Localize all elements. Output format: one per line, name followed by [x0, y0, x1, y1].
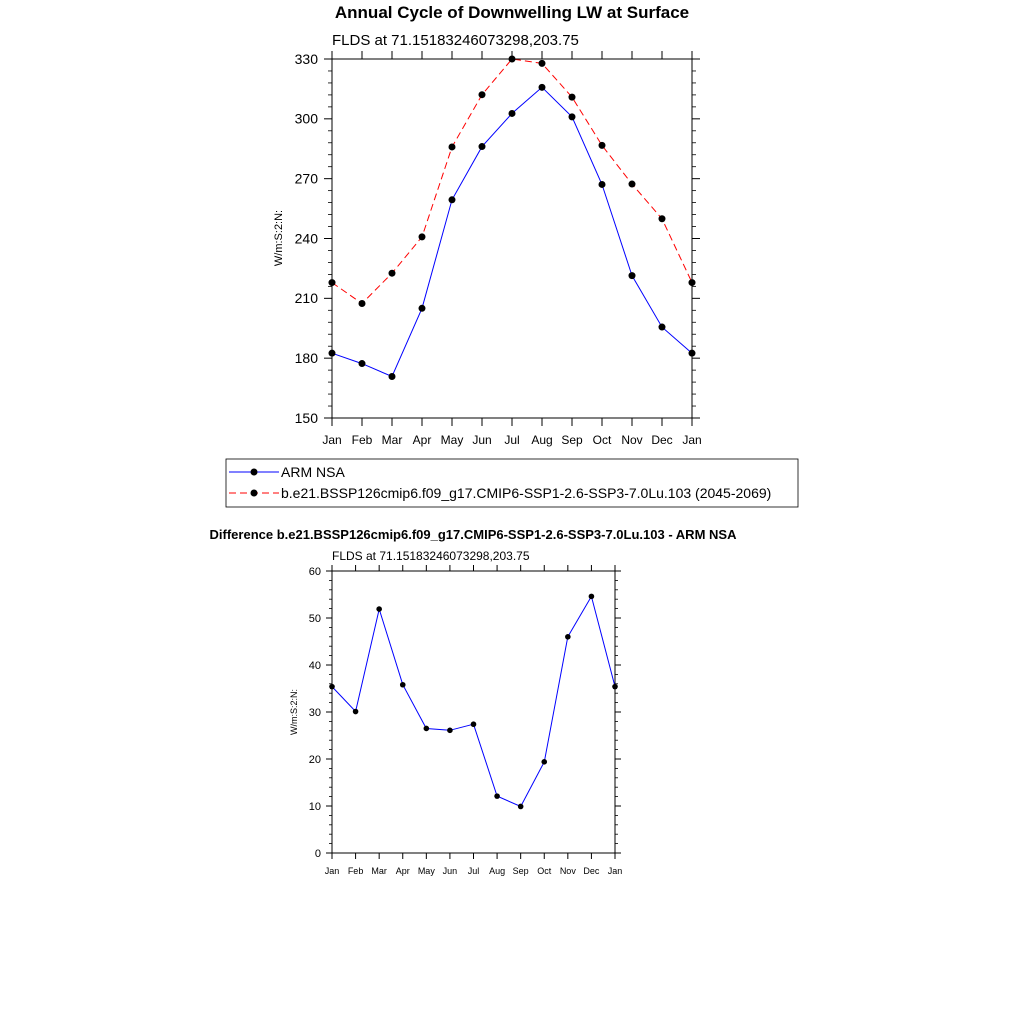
x-tick-label: Jul [504, 433, 520, 447]
y-axis-label: W/m:S:2:N: [289, 688, 299, 736]
series-line [332, 59, 692, 304]
data-point [449, 196, 456, 203]
legend-marker-model [251, 490, 258, 497]
data-point [599, 142, 606, 149]
data-point [449, 143, 456, 150]
x-tick-label: Jan [322, 433, 342, 447]
difference-chart [210, 527, 738, 876]
x-tick-label: Jan [607, 866, 623, 876]
data-point [629, 181, 636, 188]
data-point [589, 594, 595, 600]
data-point [565, 634, 571, 640]
legend-marker-arm [251, 469, 258, 476]
annual-cycle-chart [273, 3, 702, 447]
x-tick-label: Jul [467, 866, 480, 876]
x-tick-label: Jun [442, 866, 458, 876]
data-point [400, 682, 406, 688]
y-tick-label: 300 [294, 110, 318, 127]
y-tick-label: 20 [308, 753, 321, 766]
y-tick-label: 270 [294, 170, 318, 187]
x-tick-label: Dec [583, 866, 600, 876]
data-point [539, 84, 546, 91]
x-tick-label: May [417, 866, 435, 876]
data-point [359, 360, 366, 367]
chart-subtitle: FLDS at 71.15183246073298,203.75 [332, 549, 530, 563]
x-tick-label: Jan [682, 433, 702, 447]
x-tick-label: Aug [489, 866, 506, 876]
data-point [539, 60, 546, 67]
data-point [419, 305, 426, 312]
series-group [329, 594, 618, 810]
plot-frame [332, 571, 615, 853]
data-point [509, 110, 516, 117]
tick-group [295, 51, 702, 447]
x-tick-label: May [440, 433, 464, 447]
series-group [329, 56, 696, 381]
y-tick-label: 210 [294, 290, 318, 307]
data-point [479, 91, 486, 98]
x-tick-label: Dec [651, 433, 673, 447]
x-tick-label: Sep [561, 433, 583, 447]
series-line [332, 596, 615, 806]
y-axis-label: W/m:S:2:N: [273, 209, 285, 267]
x-tick-label: Oct [592, 433, 612, 447]
data-point [419, 233, 426, 240]
chart-subtitle: FLDS at 71.15183246073298,203.75 [332, 32, 579, 49]
y-tick-label: 0 [314, 847, 321, 860]
y-tick-label: 150 [294, 409, 318, 426]
x-tick-label: Mar [371, 866, 387, 876]
y-tick-label: 50 [308, 612, 321, 625]
data-point [389, 270, 396, 277]
y-tick-label: 40 [308, 659, 321, 672]
x-tick-label: Apr [395, 866, 410, 876]
data-point [359, 300, 366, 307]
legend-label-arm: ARM NSA [281, 464, 345, 480]
data-point [599, 181, 606, 188]
data-point [389, 373, 396, 380]
x-tick-label: Jan [324, 866, 340, 876]
x-tick-label: Mar [381, 433, 403, 447]
x-tick-label: Apr [412, 433, 432, 447]
data-point [569, 113, 576, 120]
data-point [518, 804, 524, 810]
chart-title: Annual Cycle of Downwelling LW at Surface [334, 3, 690, 22]
x-tick-label: Nov [559, 866, 576, 876]
x-tick-label: Feb [347, 866, 364, 876]
data-point [569, 94, 576, 101]
x-tick-label: Nov [621, 433, 643, 447]
tick-group [309, 565, 623, 876]
y-tick-label: 330 [294, 50, 318, 67]
y-tick-label: 240 [294, 230, 318, 247]
data-point [471, 721, 477, 727]
data-point [659, 215, 666, 222]
data-point [629, 272, 636, 279]
x-tick-label: Sep [512, 866, 529, 876]
y-tick-label: 60 [308, 565, 321, 578]
data-point [541, 759, 547, 765]
data-point [494, 793, 500, 799]
x-tick-label: Oct [537, 866, 552, 876]
legend [226, 459, 798, 507]
legend-label-model: b.e21.BSSP126cmip6.f09_g17.CMIP6-SSP1-2.6-SSP3-7.0Lu.103 (2045-2069) [281, 485, 772, 501]
data-point [659, 324, 666, 331]
x-tick-label: Jun [472, 433, 492, 447]
series-line [332, 87, 692, 376]
y-tick-label: 30 [308, 706, 321, 719]
y-tick-label: 180 [294, 350, 318, 367]
data-point [376, 606, 382, 612]
x-tick-label: Feb [351, 433, 373, 447]
y-tick-label: 10 [308, 800, 321, 813]
x-tick-label: Aug [531, 433, 553, 447]
data-point [479, 143, 486, 150]
data-point [353, 709, 359, 715]
chart-title: Difference b.e21.BSSP126cmip6.f09_g17.CMIP6-SSP1-2.6-SSP3-7.0Lu.103 - ARM NSA [209, 527, 737, 542]
data-point [447, 728, 453, 734]
data-point [424, 726, 430, 732]
